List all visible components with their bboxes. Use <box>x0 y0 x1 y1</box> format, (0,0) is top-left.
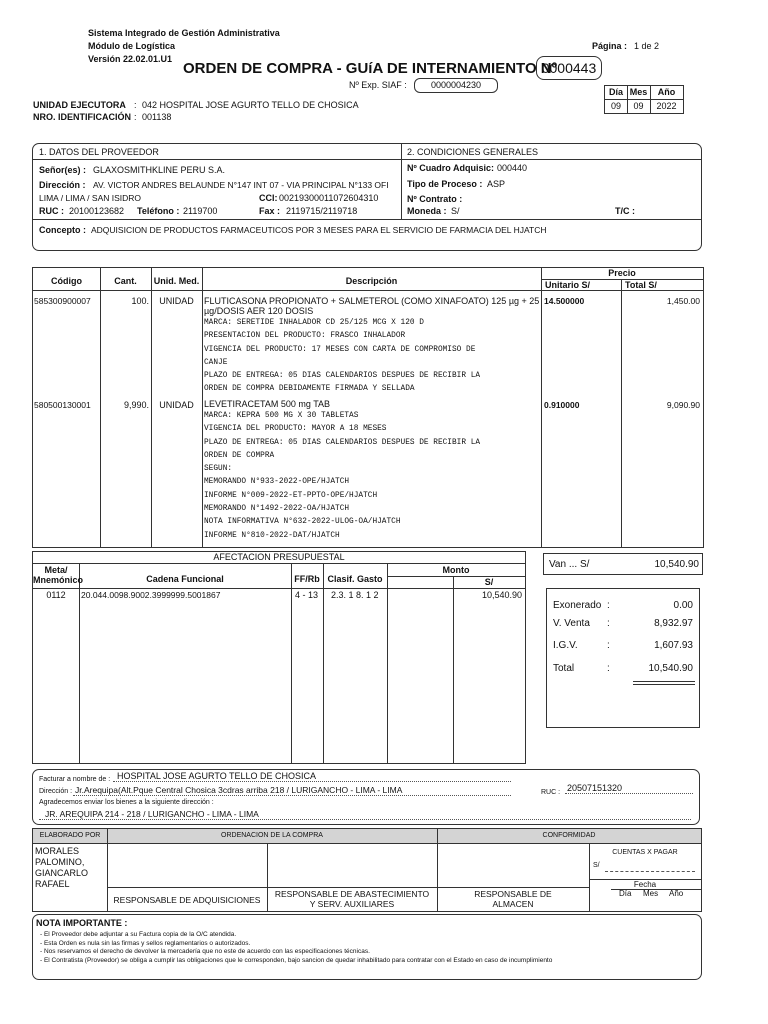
totals-box <box>546 588 700 728</box>
id-value: 001138 <box>142 112 172 122</box>
desc-line: LEVETIRACETAM 500 mg TAB <box>204 399 331 409</box>
col-cant: Cant. <box>114 276 137 286</box>
document-title: ORDEN DE COMPRA - GUíA DE INTERNAMIENTO Nº <box>183 60 558 77</box>
year-header: Año <box>657 87 676 97</box>
siaf-label: Nº Exp. SIAF : <box>349 80 407 90</box>
detail-line: SEGUN: <box>204 465 233 474</box>
ordenacion-header: ORDENACION DE LA COMPRA <box>221 832 323 839</box>
item-details <box>204 410 480 543</box>
col-unid: Unid. Med. <box>153 276 200 286</box>
items-table <box>32 267 704 548</box>
cadena-header: Cadena Funcional <box>146 574 224 584</box>
notes-panel <box>32 914 702 980</box>
item-unit: UNIDAD <box>159 296 194 306</box>
resp-line: RESPONSABLE DE ABASTECIMIENTO <box>274 889 430 899</box>
total-label: Total <box>553 663 575 674</box>
conformidad-header: CONFORMIDAD <box>542 832 596 839</box>
address-line2: LIMA / LIMA / SAN ISIDRO <box>39 193 142 203</box>
detail-line: MEMORANDO N°933-2022-OPE/HJATCH <box>204 478 350 487</box>
vventa-label: V. Venta <box>553 618 590 629</box>
day-header: Día <box>608 87 623 97</box>
fecha-day: Día <box>619 889 632 898</box>
fecha-label: Fecha <box>633 880 657 889</box>
resp-almacen <box>437 889 589 909</box>
detail-line: VIGENCIA DEL PRODUCTO: 17 MESES CON CARTA DE COMPROMISO DE <box>204 345 476 354</box>
col-precio: Precio <box>608 268 636 278</box>
billing-ruc-value: 20507151320 <box>567 783 623 793</box>
moneda-label: Moneda : <box>407 206 447 216</box>
tc-label: T/C : <box>615 206 635 216</box>
page-value: 1 de 2 <box>634 41 660 51</box>
concept-value: ADQUISICION DE PRODUCTOS FARMACEUTICOS POR 3 MESES PARA EL SERVICIO DE FARMACIA DEL HJATCH <box>91 225 547 235</box>
detail-line: PLAZO DE ENTREGA: 05 DIAS CALENDARIOS DESPUES DE RECIBIR LA <box>204 438 481 447</box>
ruc-value: 20100123682 <box>69 206 125 216</box>
moneda-value: S/ <box>451 206 460 216</box>
col-codigo: Código <box>51 276 82 286</box>
note-line: - Nos reservamos el derecho de devolver la mercadería que no este de acuerdo con las especificaciones técnicas. <box>40 948 370 955</box>
proceso-label: Tipo de Proceso : <box>407 179 483 189</box>
page-label: Página : <box>592 41 628 51</box>
item-code: 585300900007 <box>34 296 91 306</box>
notes-title: NOTA IMPORTANTE : <box>36 918 128 928</box>
resp-abastecimiento <box>267 889 437 909</box>
detail-line: MARCA: SERETIDE INHALADOR CD 25/125 MCG X 120 D <box>204 319 424 327</box>
bill-to-label: Facturar a nombre de : <box>39 776 111 783</box>
senor-label: Señor(es) : <box>39 165 87 175</box>
resp-adquisiciones: RESPONSABLE DE ADQUISICIONES <box>113 895 261 905</box>
unit-label: UNIDAD EJECUTORA <box>33 100 126 110</box>
detail-line: ORDEN DE COMPRA DEBIDAMENTE FIRMADA Y SELLADA <box>204 385 415 394</box>
phone-value: 2119700 <box>183 206 218 216</box>
clasif-header: Clasif. Gasto <box>327 574 383 584</box>
month-header: Mes <box>629 87 648 97</box>
address-label: Dirección : <box>39 180 86 190</box>
name-line: GIANCARLO <box>35 868 89 878</box>
year-value: 2022 <box>656 101 677 111</box>
detail-line: NOTA INFORMATIVA N°632-2022-ULOG-OA/HJATCH <box>204 518 401 527</box>
siaf-value: 0000004230 <box>430 80 482 90</box>
name-line: RAFAEL <box>35 879 70 889</box>
cuentas-currency: S/ <box>593 862 600 869</box>
item-total: 1,450.00 <box>666 296 700 306</box>
monto-header: Monto <box>442 565 470 575</box>
igv-label: I.G.V. <box>553 640 578 651</box>
item-code: 580500130001 <box>34 400 91 410</box>
fax-label: Fax : <box>259 206 281 216</box>
detail-line: ORDEN DE COMPRA <box>204 451 275 460</box>
fecha-year: Año <box>669 889 684 898</box>
note-line: - El Contratista (Proveedor) se obliga a cumplir las obligaciones que le corresponden, bajo sancion de quedar inhabilitado para contratar con el Estado en caso de incumplimiento <box>40 956 553 964</box>
van-box <box>543 553 703 575</box>
col-unitario: Unitario S/ <box>545 280 591 290</box>
billing-ruc-label: RUC : <box>541 789 561 796</box>
meta-header: Meta/ Mnemónico <box>33 565 84 585</box>
item-unit-price: 14.500000 <box>544 296 585 306</box>
id-label: NRO. IDENTIFICACIÓN <box>33 112 131 122</box>
note-line: - Esta Orden es nula sin las firmas y sellos reglamentarios o autorizados. <box>40 939 251 947</box>
budget-title: AFECTACION PRESUPUESTAL <box>213 552 345 562</box>
resp-line: Y SERV. AUXILIARES <box>309 899 395 909</box>
detail-line: PRESENTACION DEL PRODUCTO: FRASCO INHALADOR <box>204 332 406 341</box>
elaborado-header: ELABORADO POR <box>39 832 101 839</box>
detail-line: MARCA: KEPRA 500 MG X 30 TABLETAS <box>204 412 359 420</box>
proceso-value: ASP <box>487 179 506 189</box>
fax-value: 2119715/2119718 <box>286 206 358 216</box>
detail-line: MEMORANDO N°1492-2022-OA/HJATCH <box>204 505 350 514</box>
senor-value: GLAXOSMITHKLINE PERU S.A. <box>93 165 226 175</box>
version: Versión 22.02.01.U1 <box>88 54 173 64</box>
colon: : <box>607 663 610 674</box>
system-name: Sistema Integrado de Gestión Administrativa <box>88 28 280 38</box>
siaf-box <box>414 78 498 93</box>
order-number: 0000443 <box>541 60 597 76</box>
conditions-section-title: 2. CONDICIONES GENERALES <box>407 147 539 157</box>
monto-currency: S/ <box>484 577 494 587</box>
note-line: - El Proveedor debe adjuntar a su Factura copia de la O/C atendida. <box>40 931 237 938</box>
order-number-box <box>536 56 602 80</box>
item-details <box>204 317 480 397</box>
module-name: Módulo de Logística <box>88 41 175 51</box>
budget-monto: 10,540.90 <box>481 590 522 600</box>
budget-cadena: 20.044.0098.9002.3999999.5001867 <box>81 590 221 600</box>
cuentas-label: CUENTAS X PAGAR <box>612 849 678 856</box>
ruc-label: RUC : <box>39 206 64 216</box>
concept-label: Concepto : <box>39 225 86 235</box>
budget-ff: 4 - 13 <box>295 590 319 600</box>
exonerado-value: 0.00 <box>673 600 693 611</box>
name-line: MORALES <box>35 846 80 856</box>
ff-header: FF/Rb <box>294 574 320 584</box>
deliver-value: JR. AREQUIPA 214 - 218 / LURIGANCHO - LIMA - LIMA <box>45 809 259 819</box>
day-value: 09 <box>610 101 621 111</box>
van-value: 10,540.90 <box>654 559 699 570</box>
item-unit-price: 0.910000 <box>544 400 580 410</box>
col-desc: Descripción <box>345 276 398 286</box>
colon: : <box>607 618 610 629</box>
budget-meta: 0112 <box>46 590 66 600</box>
unit-colon: : <box>134 100 137 110</box>
detail-line: PLAZO DE ENTREGA: 05 DIAS CALENDARIOS DESPUES DE RECIBIR LA <box>204 372 481 381</box>
notes-list <box>40 931 552 965</box>
item-total: 9,090.90 <box>666 400 700 410</box>
cuadro-value: 000440 <box>497 163 528 173</box>
bill-to-value: HOSPITAL JOSE AGURTO TELLO DE CHOSICA <box>117 771 317 781</box>
col-total: Total S/ <box>625 280 657 290</box>
date-box <box>604 85 684 114</box>
item-description <box>204 296 539 316</box>
address-value: AV. VICTOR ANDRES BELAUNDE N°147 INT 07 - VIA PRINCIPAL N°133 OFI <box>93 180 389 190</box>
van-label: Van ... S/ <box>549 559 590 570</box>
cci-value: 00219300011072604310 <box>279 193 379 203</box>
total-value: 10,540.90 <box>648 663 693 674</box>
provider-section-title: 1. DATOS DEL PROVEEDOR <box>39 147 159 157</box>
deliver-label: Agradecemos enviar los bienes a la siguiente dirección : <box>39 799 214 806</box>
signatures-panel <box>32 828 702 912</box>
item-qty: 100. <box>131 296 149 306</box>
detail-line: INFORME N°009-2022-ET-PPTO-OPE/HJATCH <box>204 491 378 500</box>
exonerado-label: Exonerado <box>553 600 602 611</box>
billing-address-value: Jr.Arequipa(Alt.Pque Central Chosica 3cdras arriba 218 / LURIGANCHO - LIMA - LIMA <box>75 785 403 795</box>
item-unit: UNIDAD <box>159 400 194 410</box>
colon: : <box>607 640 610 651</box>
colon: : <box>607 600 610 611</box>
budget-table <box>32 551 526 764</box>
billing-panel <box>32 769 700 825</box>
detail-line: VIGENCIA DEL PRODUCTO: MAYOR A 18 MESES <box>204 425 387 434</box>
elaborado-name <box>35 846 88 890</box>
unit-value: 042 HOSPITAL JOSE AGURTO TELLO DE CHOSICA <box>142 100 359 110</box>
detail-line: INFORME N°810-2022-DAT/HJATCH <box>204 531 340 540</box>
fecha-month: Mes <box>643 889 659 898</box>
detail-line: CANJE <box>204 358 228 367</box>
vventa-value: 8,932.97 <box>654 618 693 629</box>
contrato-label: Nº Contrato : <box>407 194 463 204</box>
month-value: 09 <box>633 101 644 111</box>
budget-clasif: 2.3. 1 8. 1 2 <box>331 590 379 600</box>
phone-label: Teléfono : <box>137 206 180 216</box>
igv-value: 1,607.93 <box>654 640 693 651</box>
provider-panel <box>32 143 702 251</box>
item-qty: 9,990. <box>123 400 149 410</box>
id-colon: : <box>134 112 137 122</box>
desc-line: µg/DOSIS AER 120 DOSIS <box>204 306 314 316</box>
resp-line: RESPONSABLE DE <box>474 889 552 899</box>
desc-line: FLUTICASONA PROPIONATO + SALMETEROL (COMO XINAFOATO) 125 µg + 25 <box>204 296 540 306</box>
cci-label: CCI: <box>259 193 278 203</box>
billing-address-label: Dirección : <box>39 788 73 795</box>
resp-line: ALMACEN <box>492 899 534 909</box>
cuadro-label: Nº Cuadro Adquisic: <box>407 163 494 173</box>
name-line: PALOMINO, <box>35 857 85 867</box>
